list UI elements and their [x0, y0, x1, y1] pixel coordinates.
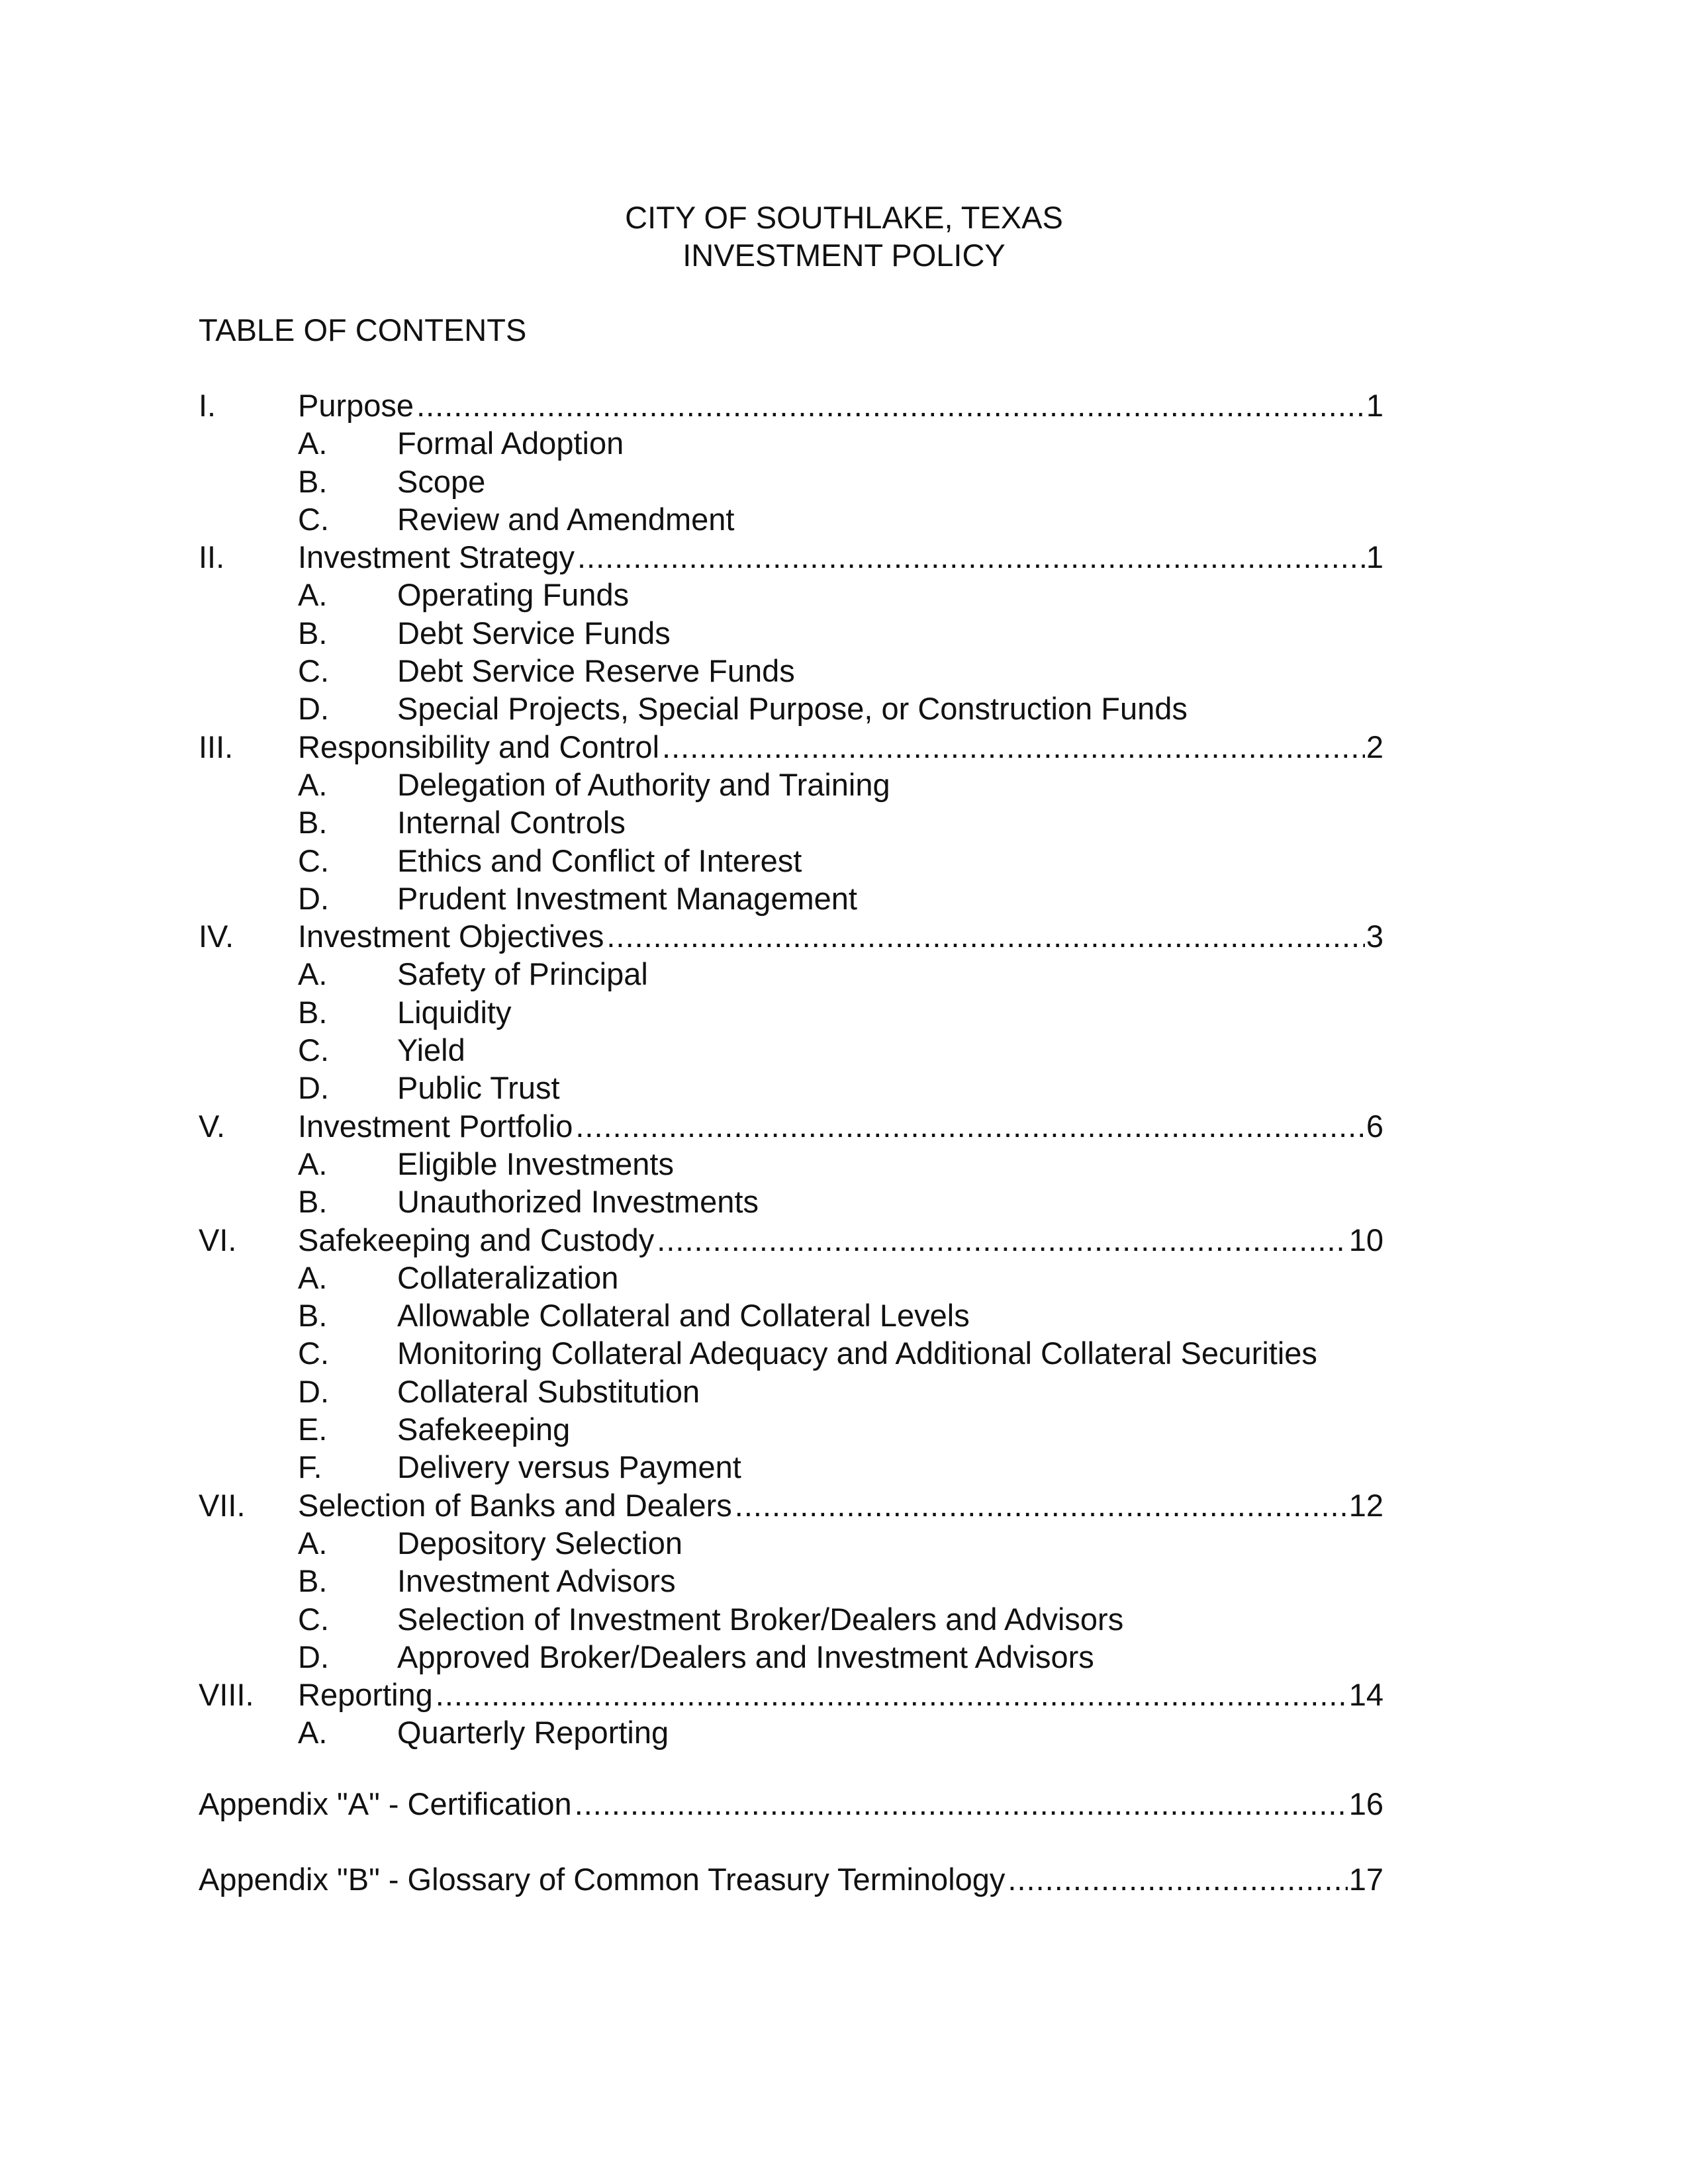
subsection-title: Collateralization: [397, 1259, 619, 1295]
toc-subsection-row[interactable]: [199, 1334, 1383, 1372]
section-page: 1: [1366, 388, 1383, 423]
section-numeral: II.: [199, 539, 225, 575]
appendix-b-row[interactable]: [199, 1860, 1383, 1898]
subsection-title: Quarterly Reporting: [397, 1715, 669, 1751]
section-page: 2: [1366, 729, 1383, 764]
section-leader: [298, 1486, 1383, 1524]
subsection-title: Allowable Collateral and Collateral Levels: [397, 1298, 970, 1334]
subsection-title: Approved Broker/Dealers and Investment Advisors: [397, 1639, 1094, 1674]
section-numeral: IV.: [199, 919, 234, 954]
section-numeral: VIII.: [199, 1677, 254, 1713]
section-leader: [298, 917, 1383, 955]
toc-subsection-row[interactable]: [199, 1297, 1383, 1334]
subsection-letter: A.: [298, 956, 328, 992]
appendix-page: 16: [1348, 1786, 1383, 1821]
toc-section-row[interactable]: [199, 1676, 1383, 1713]
subsection-title: Prudent Investment Management: [397, 880, 857, 916]
subsection-letter: A.: [298, 766, 328, 802]
section-numeral: V.: [199, 1108, 226, 1144]
toc-section-row[interactable]: [199, 538, 1383, 576]
toc-subsection-row[interactable]: [199, 1600, 1383, 1638]
subsection-title: Delegation of Authority and Training: [397, 766, 890, 802]
subsection-letter: B.: [298, 1298, 328, 1334]
subsection-letter: A.: [298, 1525, 328, 1561]
subsection-title: Collateral Substitution: [397, 1373, 700, 1409]
section-page: 3: [1366, 919, 1383, 954]
section-title: Investment Portfolio: [298, 1108, 573, 1144]
subsection-letter: C.: [298, 1336, 329, 1371]
dot-leader: [1008, 1860, 1347, 1898]
subsection-letter: D.: [298, 1373, 329, 1409]
section-leader: [298, 1221, 1383, 1259]
subsection-title: Investment Advisors: [397, 1563, 676, 1599]
section-title: Reporting: [298, 1677, 433, 1713]
section-page: 1: [1366, 539, 1383, 575]
subsection-title: Review and Amendment: [397, 501, 735, 537]
toc-section-row[interactable]: [199, 387, 1383, 424]
subsection-letter: D.: [298, 880, 329, 916]
dot-leader: [662, 728, 1365, 766]
subsection-letter: B.: [298, 805, 328, 841]
subsection-letter: B.: [298, 994, 328, 1030]
section-page: 10: [1348, 1222, 1383, 1257]
toc-subsection-row[interactable]: [199, 690, 1383, 727]
section-title: Selection of Banks and Dealers: [298, 1487, 732, 1523]
toc-subsection-row[interactable]: [199, 1638, 1383, 1676]
dot-leader: [436, 1676, 1348, 1713]
subsection-title: Formal Adoption: [397, 426, 624, 461]
section-leader: [298, 728, 1383, 766]
toc-section-row[interactable]: [199, 917, 1383, 955]
toc-subsection-row[interactable]: [199, 1562, 1383, 1600]
subsection-title: Scope: [397, 463, 486, 499]
dot-leader: [735, 1486, 1348, 1524]
subsection-letter: D.: [298, 1070, 329, 1106]
section-title: Investment Objectives: [298, 919, 604, 954]
section-page: 12: [1348, 1487, 1383, 1523]
toc-subsection-row[interactable]: [199, 1259, 1383, 1297]
toc-subsection-row[interactable]: [199, 1031, 1383, 1069]
dot-leader: [657, 1221, 1347, 1259]
subsection-title: Unauthorized Investments: [397, 1184, 759, 1220]
toc-subsection-row[interactable]: [199, 1183, 1383, 1220]
subsection-letter: A.: [298, 577, 328, 613]
toc-subsection-row[interactable]: [199, 1524, 1383, 1562]
dot-leader: [606, 917, 1365, 955]
subsection-title: Public Trust: [397, 1070, 560, 1106]
toc-subsection-row[interactable]: [199, 652, 1383, 690]
subsection-letter: B.: [298, 615, 328, 651]
toc-subsection-row[interactable]: [199, 1713, 1383, 1751]
section-leader: [298, 1676, 1383, 1713]
subsection-title: Debt Service Reserve Funds: [397, 653, 795, 689]
section-page: 6: [1366, 1108, 1383, 1144]
subsection-title: Debt Service Funds: [397, 615, 671, 651]
subsection-letter: D.: [298, 1639, 329, 1674]
subsection-title: Special Projects, Special Purpose, or Construction Funds: [397, 691, 1188, 727]
subsection-title: Safety of Principal: [397, 956, 648, 992]
toc-subsection-row[interactable]: [199, 803, 1383, 841]
section-leader: [298, 1107, 1383, 1145]
table-of-contents: [199, 387, 1383, 1752]
subsection-letter: C.: [298, 1032, 329, 1068]
section-title: Safekeeping and Custody: [298, 1222, 655, 1257]
toc-subsection-row[interactable]: [199, 1410, 1383, 1448]
toc-section-row[interactable]: [199, 1486, 1383, 1524]
toc-subsection-row[interactable]: [199, 1373, 1383, 1410]
subsection-title: Liquidity: [397, 994, 512, 1030]
section-title: Purpose: [298, 388, 414, 423]
subsection-title: Eligible Investments: [397, 1146, 674, 1181]
subsection-letter: A.: [298, 426, 328, 461]
toc-subsection-row[interactable]: [199, 842, 1383, 880]
toc-section-row[interactable]: [199, 1107, 1383, 1145]
section-page: 14: [1348, 1677, 1383, 1713]
subsection-letter: C.: [298, 501, 329, 537]
subsection-title: Selection of Investment Broker/Dealers and Advisors: [397, 1601, 1124, 1637]
subsection-title: Internal Controls: [397, 805, 626, 841]
subsection-letter: B.: [298, 1563, 328, 1599]
toc-subsection-row[interactable]: [199, 880, 1383, 917]
toc-subsection-row[interactable]: [199, 576, 1383, 614]
subsection-title: Yield: [397, 1032, 465, 1068]
header-city: CITY OF SOUTHLAKE, TEXAS: [625, 200, 1063, 235]
toc-subsection-row[interactable]: [199, 993, 1383, 1031]
section-numeral: VI.: [199, 1222, 237, 1257]
subsection-title: Operating Funds: [397, 577, 630, 613]
toc-subsection-row[interactable]: [199, 1145, 1383, 1183]
section-numeral: I.: [199, 388, 216, 423]
section-leader: [298, 387, 1383, 424]
toc-subsection-row[interactable]: [199, 766, 1383, 803]
subsection-letter: B.: [298, 1184, 328, 1220]
subsection-letter: C.: [298, 653, 329, 689]
subsection-letter: B.: [298, 463, 328, 499]
subsection-title: Depository Selection: [397, 1525, 683, 1561]
subsection-title: Delivery versus Payment: [397, 1449, 741, 1485]
section-numeral: III.: [199, 729, 234, 764]
subsection-letter: A.: [298, 1259, 328, 1295]
dot-leader: [575, 1107, 1365, 1145]
header-policy: INVESTMENT POLICY: [682, 238, 1006, 273]
subsection-letter: D.: [298, 691, 329, 727]
subsection-letter: E.: [298, 1412, 328, 1447]
appendix-title: Appendix "A" - Certification: [199, 1786, 572, 1821]
section-title: Investment Strategy: [298, 539, 575, 575]
subsection-title: Ethics and Conflict of Interest: [397, 842, 802, 878]
subsection-letter: C.: [298, 842, 329, 878]
dot-leader: [416, 387, 1365, 424]
subsection-letter: A.: [298, 1715, 328, 1751]
appendix-title: Appendix "B" - Glossary of Common Treasury Terminology: [199, 1862, 1006, 1897]
toc-subsection-row[interactable]: [199, 500, 1383, 538]
toc-heading: TABLE OF CONTENTS: [199, 312, 527, 347]
section-title: Responsibility and Control: [298, 729, 660, 764]
dot-leader: [575, 1785, 1348, 1823]
dot-leader: [577, 538, 1365, 576]
subsection-letter: A.: [298, 1146, 328, 1181]
toc-subsection-row[interactable]: [199, 614, 1383, 652]
subsection-letter: C.: [298, 1601, 329, 1637]
subsection-title: Monitoring Collateral Adequacy and Additional Collateral Securities: [397, 1336, 1317, 1371]
section-numeral: VII.: [199, 1487, 246, 1523]
subsection-letter: F.: [298, 1449, 322, 1485]
toc-subsection-row[interactable]: [199, 1448, 1383, 1486]
appendix-page: 17: [1348, 1862, 1383, 1897]
toc-subsection-row[interactable]: [199, 424, 1383, 462]
toc-subsection-row[interactable]: [199, 463, 1383, 500]
toc-section-row[interactable]: [199, 1221, 1383, 1259]
subsection-title: Safekeeping: [397, 1412, 571, 1447]
section-leader: [298, 538, 1383, 576]
appendix-a-row[interactable]: [199, 1785, 1383, 1823]
document-header: [0, 199, 1688, 274]
toc-section-row[interactable]: [199, 728, 1383, 766]
toc-subsection-row[interactable]: [199, 955, 1383, 993]
toc-subsection-row[interactable]: [199, 1069, 1383, 1107]
